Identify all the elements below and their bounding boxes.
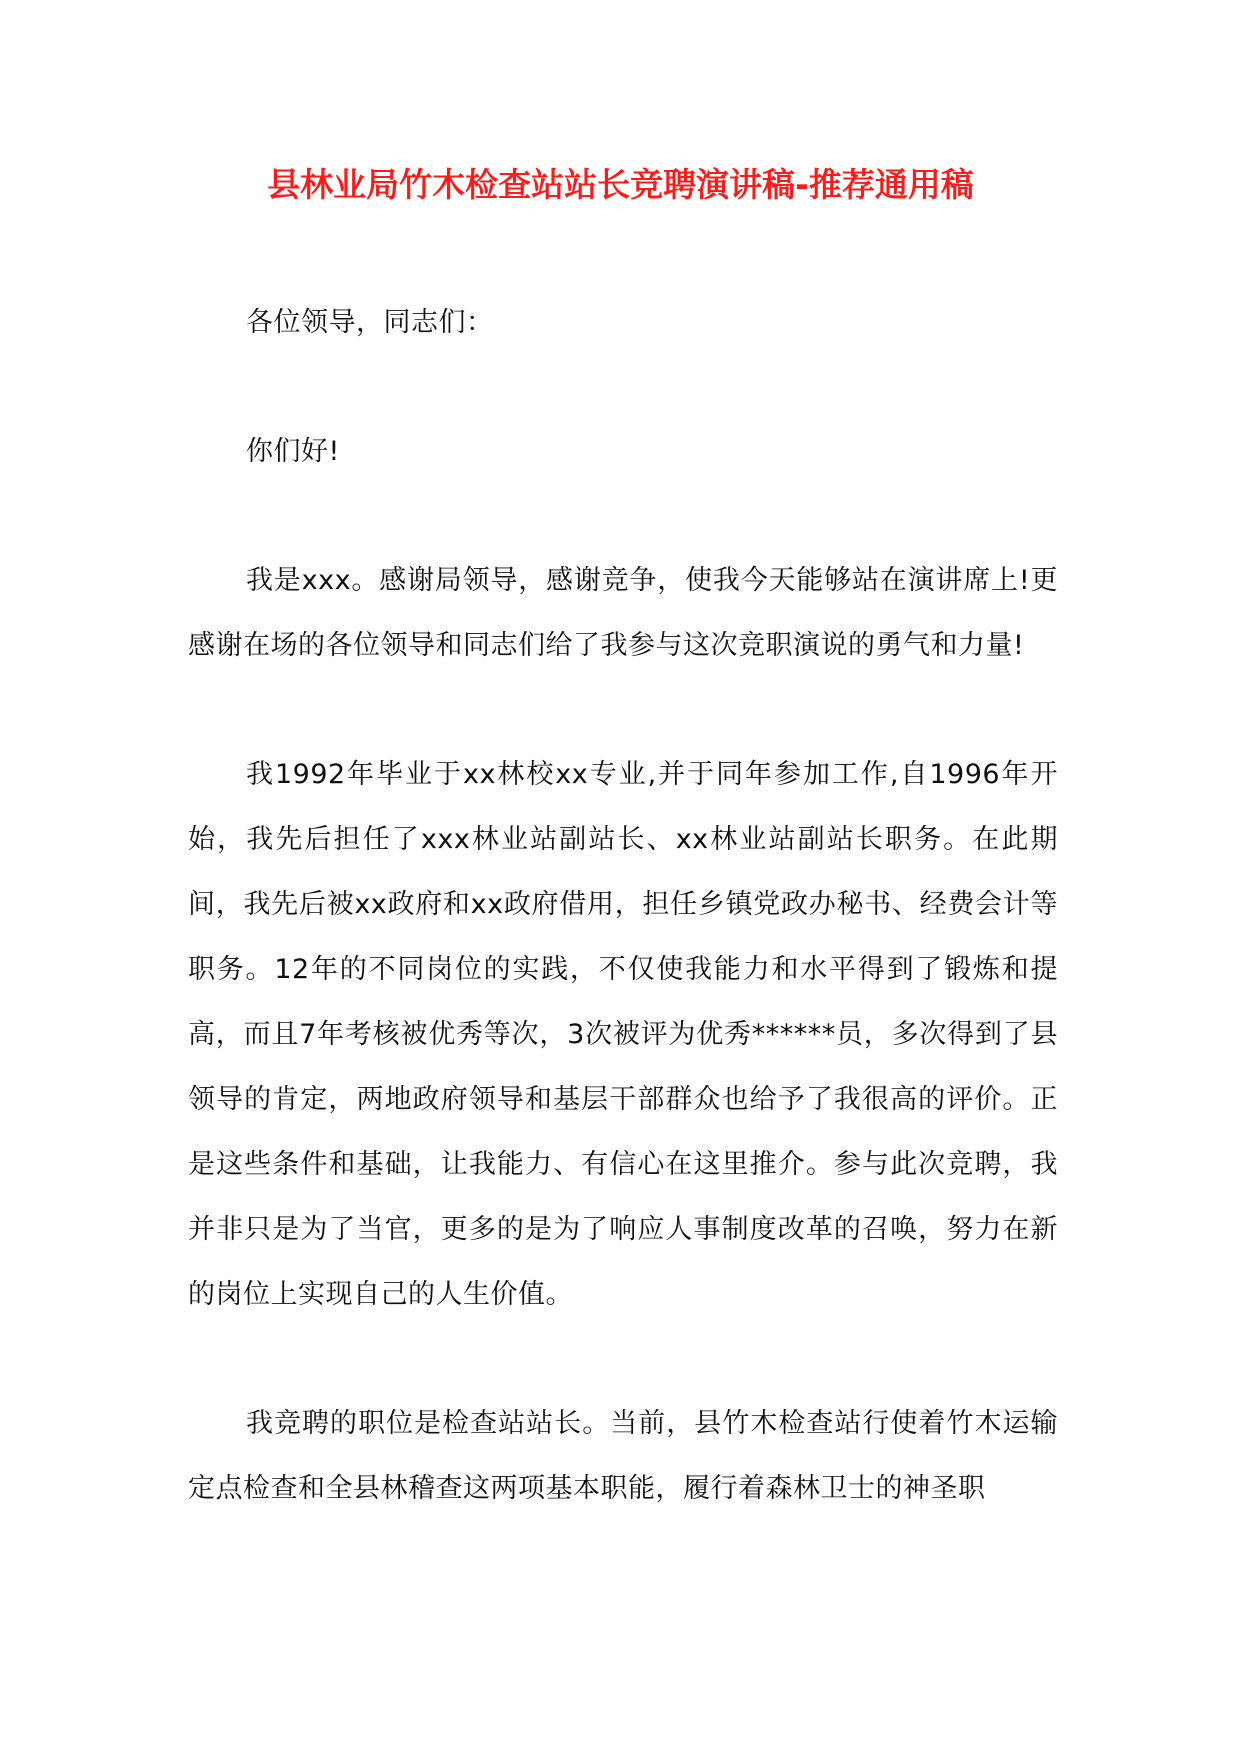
position-paragraph: 我竞聘的职位是检查站站长。当前，县竹木检查站行使着竹木运输定点检查和全县林稽查这两项基本职能，履行着森林卫士的神圣职	[188, 1408, 1058, 1504]
salutation-paragraph: 你们好!	[246, 436, 340, 467]
background-paragraph: 我1992年毕业于xx林校xx专业,并于同年参加工作,自1996年开始，我先后担任了xxx林业站副站长、xx林业站副站长职务。在此期间，我先后被xx政府和xx政府借用，担任乡镇党政办秘书、经费会计等职务。12年的不同岗位的实践，不仅使我能力和水平得到了锻炼和提高，而且7年考核被优秀等次，3次被评为优秀******员，多次得到了县领导的肯定，两地政府领导和基层干部群众也给予了我很高的评价。正是这些条件和基础，让我能力、有信心在这里推介。参与此次竞聘，我并非只是为了当官，更多的是为了响应人事制度改革的召唤，努力在新的岗位上实现自己的人生价值。	[188, 759, 1058, 1310]
document-body	[188, 290, 1058, 1585]
document-title: 县林业局竹木检查站站长竞聘演讲稿-推荐通用稿	[267, 165, 974, 204]
greeting-paragraph: 各位领导，同志们：	[246, 307, 494, 338]
introduction-paragraph: 我是xxx。感谢局领导，感谢竞争，使我今天能够站在演讲席上!更感谢在场的各位领导和同志们给了我参与这次竞职演说的勇气和力量!	[188, 565, 1058, 661]
